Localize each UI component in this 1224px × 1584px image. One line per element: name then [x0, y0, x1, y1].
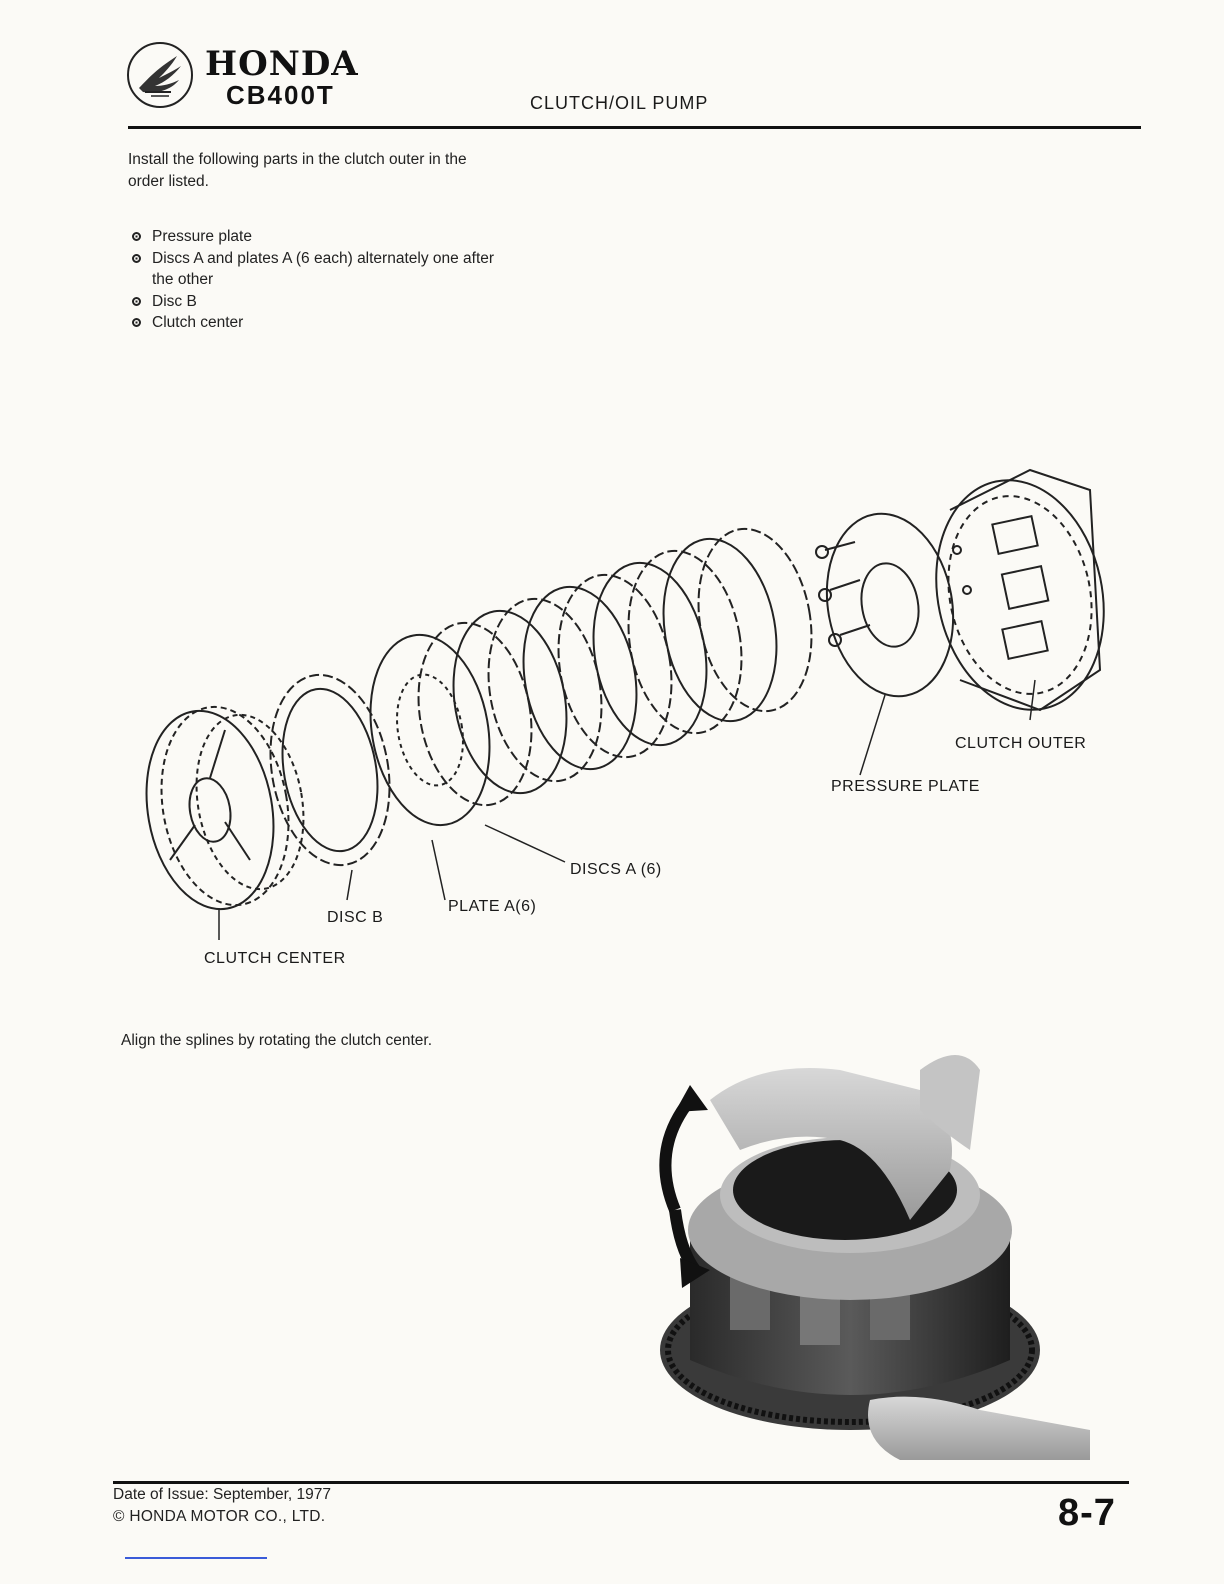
honda-wing-icon — [125, 40, 195, 110]
model-name: CB400T — [226, 80, 335, 110]
intro-text: Install the following parts in the clutch outer in the order listed. — [128, 151, 467, 190]
copyright: © HONDA MOTOR CO., LTD. — [113, 1508, 326, 1525]
list-item: Pressure plate — [132, 226, 502, 248]
label-discs-a: DISCS A (6) — [570, 861, 662, 878]
brand-name: HONDA — [205, 44, 359, 84]
label-disc-b: DISC B — [327, 909, 384, 926]
clutch-plates-drawing — [356, 520, 825, 835]
section-title: CLUTCH/OIL PUMP — [530, 93, 709, 113]
install-steps-list — [132, 226, 502, 334]
clutch-exploded-diagram — [100, 430, 1140, 990]
issue-date: Date of Issue: September, 1977 — [113, 1486, 331, 1503]
label-plate-a: PLATE A(6) — [448, 898, 537, 915]
clutch-center-drawing — [132, 697, 317, 919]
bullet-icon — [132, 254, 141, 263]
list-item: Disc B — [132, 291, 502, 313]
header-rule — [128, 126, 1141, 129]
label-pressure-plate: PRESSURE PLATE — [831, 778, 980, 795]
bullet-icon — [132, 318, 141, 327]
clutch-outer-drawing — [916, 464, 1125, 725]
label-clutch-outer: CLUTCH OUTER — [955, 735, 1087, 752]
label-clutch-center: CLUTCH CENTER — [204, 950, 346, 967]
list-item: Clutch center — [132, 312, 502, 334]
scan-artifact-line — [125, 1557, 267, 1559]
list-item: Discs A and plates A (6 each) alternately one after the other — [132, 248, 502, 291]
bullet-icon — [132, 232, 141, 241]
clutch-rotation-photo — [620, 1030, 1090, 1460]
bullet-icon — [132, 297, 141, 306]
page-number: 8-7 — [1058, 1492, 1116, 1534]
align-note-text: Align the splines by rotating the clutch center. — [121, 1032, 433, 1049]
footer-rule — [113, 1481, 1129, 1484]
